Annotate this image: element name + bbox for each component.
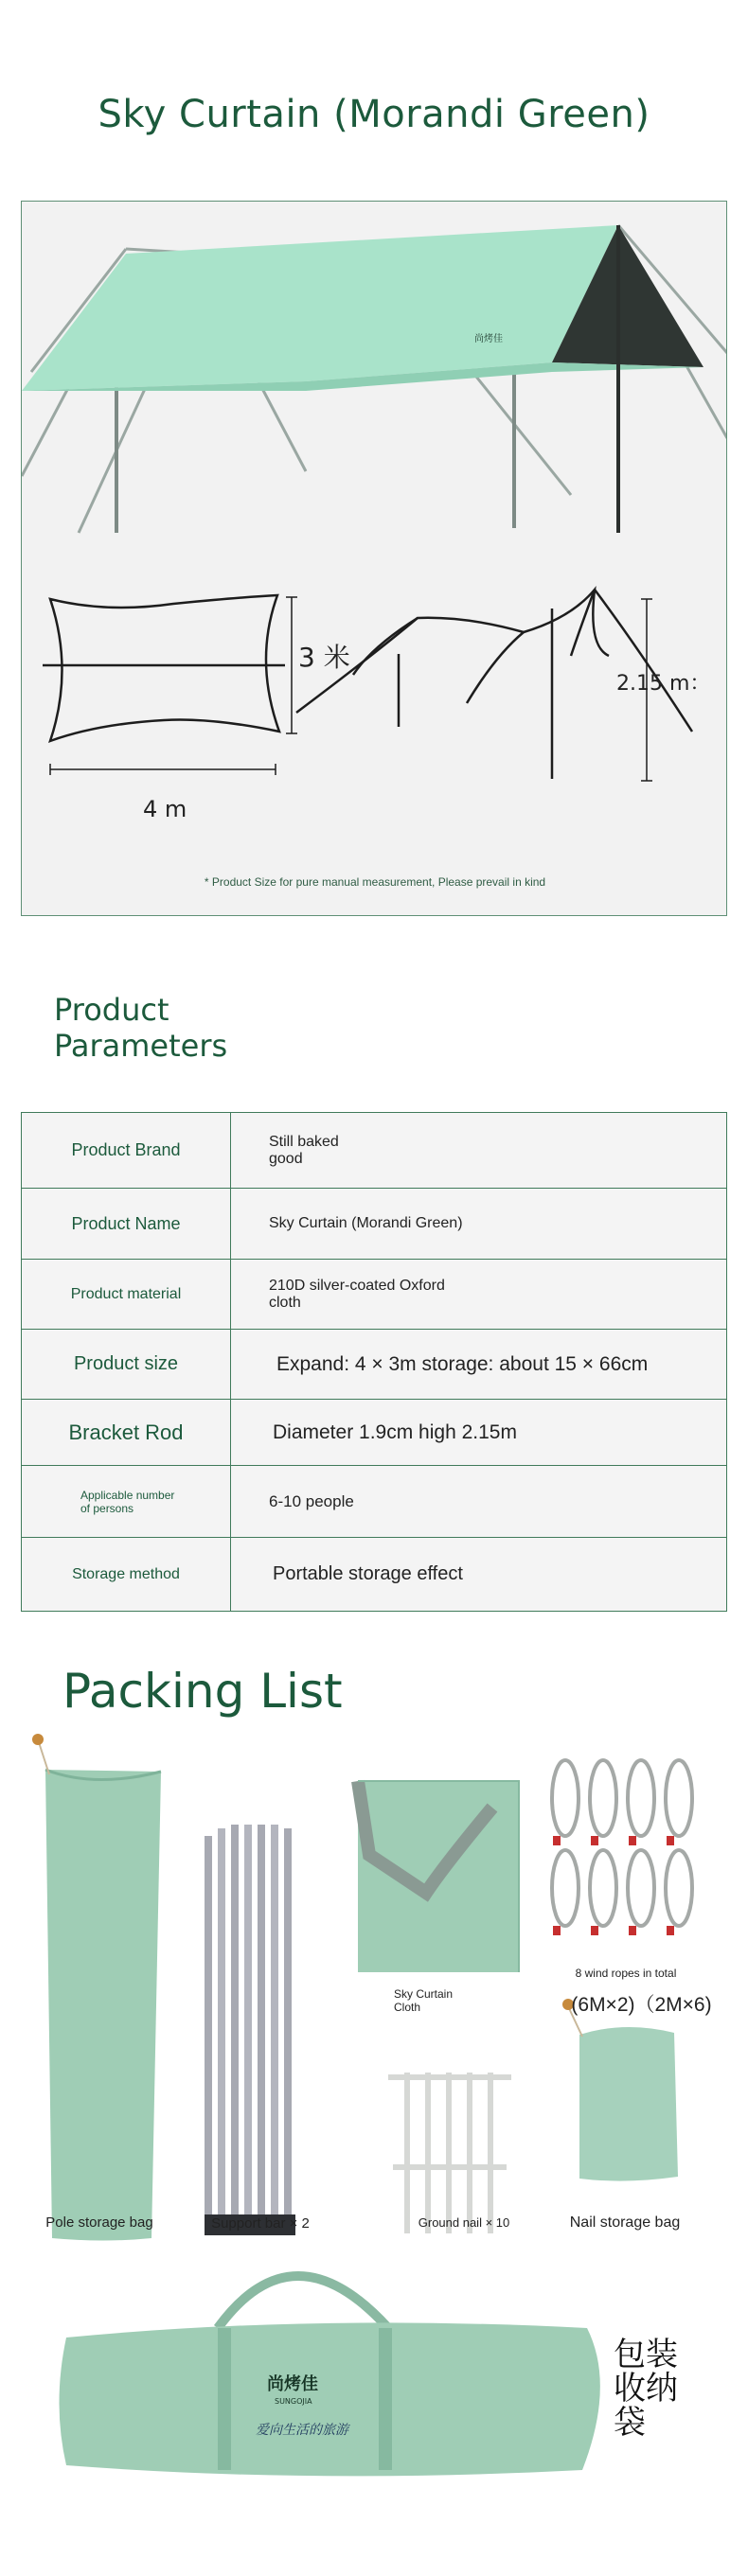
page-title: Sky Curtain (Morandi Green) (98, 93, 650, 136)
ground-nails (388, 2073, 511, 2233)
support-bars (205, 1825, 295, 2235)
param-key: Product Name (21, 1189, 231, 1259)
packing-illustration (0, 1722, 748, 2574)
wind-ropes-label: 8 wind ropes in total (575, 1967, 677, 1980)
param-key: Product Brand (21, 1113, 231, 1188)
param-key: Storage method (21, 1538, 231, 1611)
ground-nail-label: Ground nail × 10 (418, 2215, 510, 2230)
support-bar-label: Support bar × 2 (211, 2215, 310, 2232)
param-value: Expand: 4 × 3m storage: about 15 × 66cm (231, 1330, 727, 1399)
parameters-heading-line2: Parameters (54, 1028, 228, 1064)
param-key: Product size (21, 1330, 231, 1399)
table-row (21, 1260, 727, 1330)
tarp-illustration (22, 202, 727, 916)
bag-slogan-text: 爱向生活的旅游 (256, 2423, 348, 2438)
param-value: Portable storage effect (231, 1538, 727, 1611)
bag-brand-text: 尚烤佳 (267, 2374, 318, 2394)
table-row (21, 1466, 727, 1538)
main-storage-bag (60, 2276, 600, 2476)
packing-list-heading: Packing List (62, 1664, 343, 1719)
width-label: 4 m (143, 796, 187, 822)
cloth-label: Sky Curtain Cloth (394, 1987, 454, 2014)
parameters-table (21, 1112, 727, 1612)
param-value: 6-10 people (231, 1466, 727, 1537)
bag-brand-sub-text: SUNGOJIA (275, 2397, 312, 2406)
parameters-heading-line1: Product (54, 992, 169, 1028)
table-row (21, 1400, 727, 1466)
depth-label: 3 米 (298, 642, 350, 673)
pole-bag-label: Pole storage bag (45, 2214, 153, 2231)
measurement-note: * Product Size for pure manual measurement, Please prevail in kind (204, 875, 546, 889)
param-value: Sky Curtain (Morandi Green) (231, 1189, 727, 1259)
param-value: Still baked good (231, 1113, 727, 1188)
folded-tarp-cloth (358, 1781, 519, 1972)
tarp-logo-text: 尚烤佳 (474, 334, 503, 344)
param-value: Diameter 1.9cm high 2.15m (231, 1400, 727, 1465)
table-row (21, 1113, 727, 1189)
param-key: Product material (21, 1260, 231, 1329)
height-label: 2.15 m： (616, 672, 711, 696)
storage-bag-label: 包装收纳袋 (614, 2336, 678, 2442)
param-key: Bracket Rod (21, 1400, 231, 1465)
product-hero-panel (21, 201, 727, 916)
table-row (21, 1189, 727, 1260)
param-key: Applicable number of persons (21, 1466, 231, 1537)
param-value: 210D silver-coated Oxford cloth (231, 1260, 727, 1329)
table-row (21, 1538, 727, 1612)
top-view-outline (43, 595, 285, 741)
parameters-heading (54, 992, 227, 1064)
pole-storage-bag (32, 1734, 161, 2241)
rope-spec-label: (6M×2)（2M×6) (571, 1994, 712, 2016)
nail-bag-label: Nail storage bag (569, 2214, 681, 2231)
nail-storage-bag (562, 1999, 678, 2181)
table-row (21, 1330, 727, 1400)
